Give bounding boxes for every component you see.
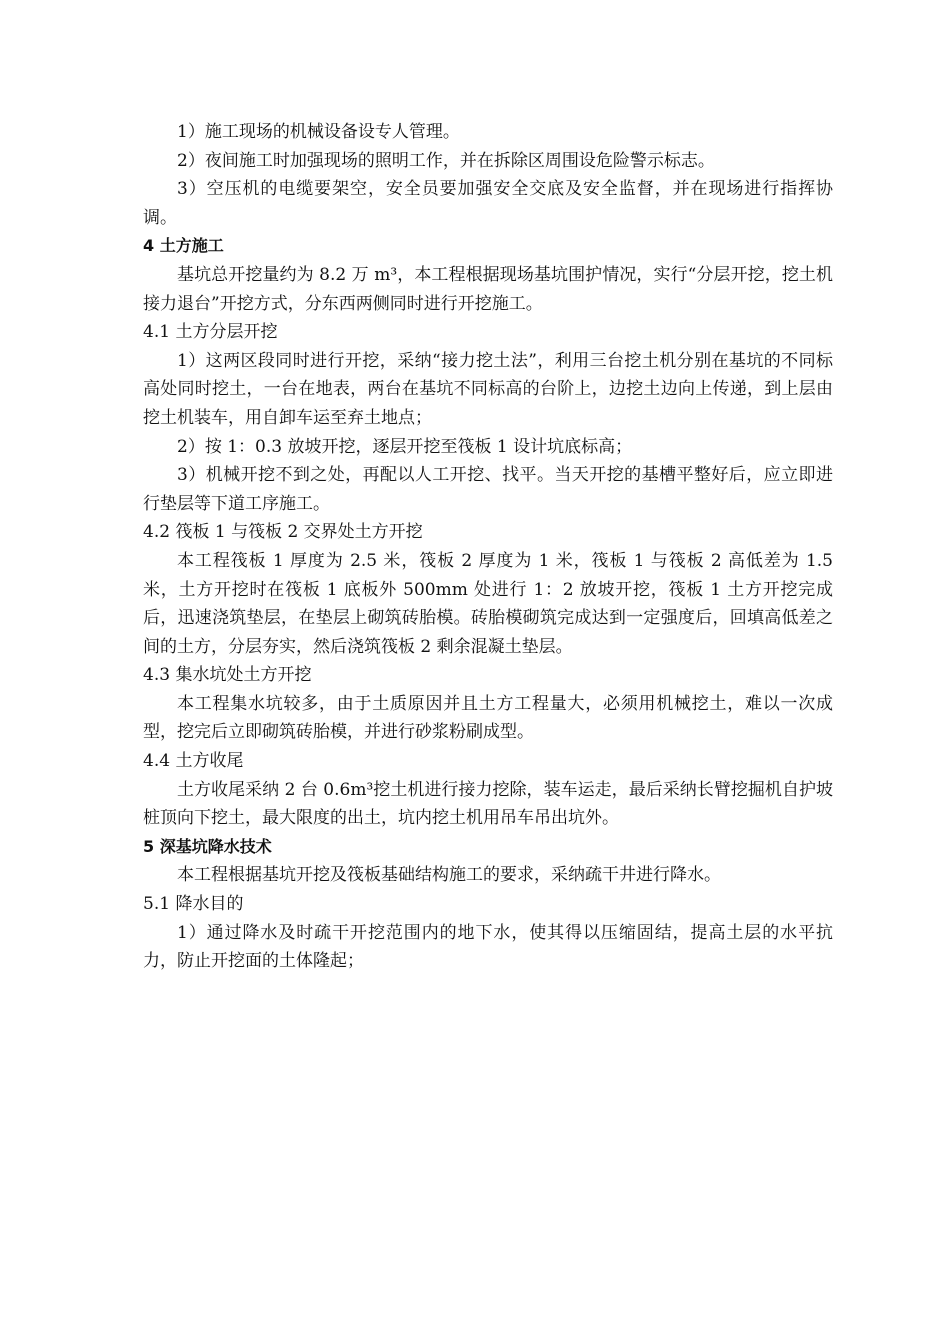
heading-section-4: 4 土方施工: [143, 236, 224, 256]
para-sump-pit: 本工程集水坑较多，由于土质原因并且土方工程量大，必须用机械挖土，难以一次成型，挖完后立即砌筑砖胎模，并进行砂浆粉刷成型。: [143, 693, 833, 743]
para-compressor-cable: 3）空压机的电缆要架空，安全员要加强安全交底及安全监督，并在现场进行指挥协调。: [143, 179, 833, 228]
heading-4-2: 4.2 筏板 1 与筏板 2 交界处土方开挖: [143, 522, 423, 543]
para-dewatering-method: 本工程根据基坑开挖及筏板基础结构施工的要求，采纳疏干井进行降水。: [177, 865, 721, 886]
para-machine-management: 1）施工现场的机械设备设专人管理。: [177, 122, 460, 142]
para-dewatering-purpose: 1）通过降水及时疏干开挖范围内的地下水，使其得以压缩固结，提高土层的水平抗力，防止开挖面的土体隆起；: [143, 922, 833, 972]
heading-section-5: 5 深基坑降水技术: [143, 836, 272, 856]
heading-5-1: 5.1 降水目的: [143, 894, 244, 915]
para-relay-excavation: 1）这两区段同时进行开挖，采纳“接力挖土法”，利用三台挖土机分别在基坑的不同标高处同时挖土，一台在地表，两台在基坑不同标高的台阶上，边挖土边向上传递，到上层由挖土机装车，用自卸车运至弃土地点；: [143, 350, 833, 428]
document-page: [143, 118, 833, 976]
para-raft-junction: 本工程筏板 1 厚度为 2.5 米，筏板 2 厚度为 1 米，筏板 1 与筏板 2 高低差为 1.5 米，土方开挖时在筏板 1 底板外 500mm 处进行 1：2 放坡开挖，筏板 1 土方开挖完成后，迅速浇筑垫层，在垫层上砌筑砖胎模。砖胎模砌筑完成达到一定强度后，回填高低差之间的土方，分层夯实，然后浇筑筏板 2 剩余混凝土垫层。: [143, 550, 833, 657]
para-finishing: 土方收尾采纳 2 台 0.6m³挖土机进行接力挖除，装车运走，最后采纳长臂挖掘机自护坡桩顶向下挖土，最大限度的出土，坑内挖土机用吊车吊出坑外。: [143, 779, 833, 829]
para-excavation-volume: 基坑总开挖量约为 8.2 万 m³，本工程根据现场基坑围护情况，实行“分层开挖，挖土机接力退台”开挖方式，分东西两侧同时进行开挖施工。: [143, 264, 833, 314]
para-night-lighting: 2）夜间施工时加强现场的照明工作，并在拆除区周围设危险警示标志。: [177, 150, 715, 171]
para-manual-excavation: 3）机械开挖不到之处，再配以人工开挖、找平。当天开挖的基槽平整好后，应立即进行垫层等下道工序施工。: [143, 465, 833, 514]
heading-4-3: 4.3 集水坑处土方开挖: [143, 665, 312, 686]
heading-4-4: 4.4 土方收尾: [143, 751, 244, 772]
para-slope-ratio: 2）按 1：0.3 放坡开挖，逐层开挖至筏板 1 设计坑底标高；: [177, 436, 633, 457]
heading-4-1: 4.1 土方分层开挖: [143, 322, 278, 343]
